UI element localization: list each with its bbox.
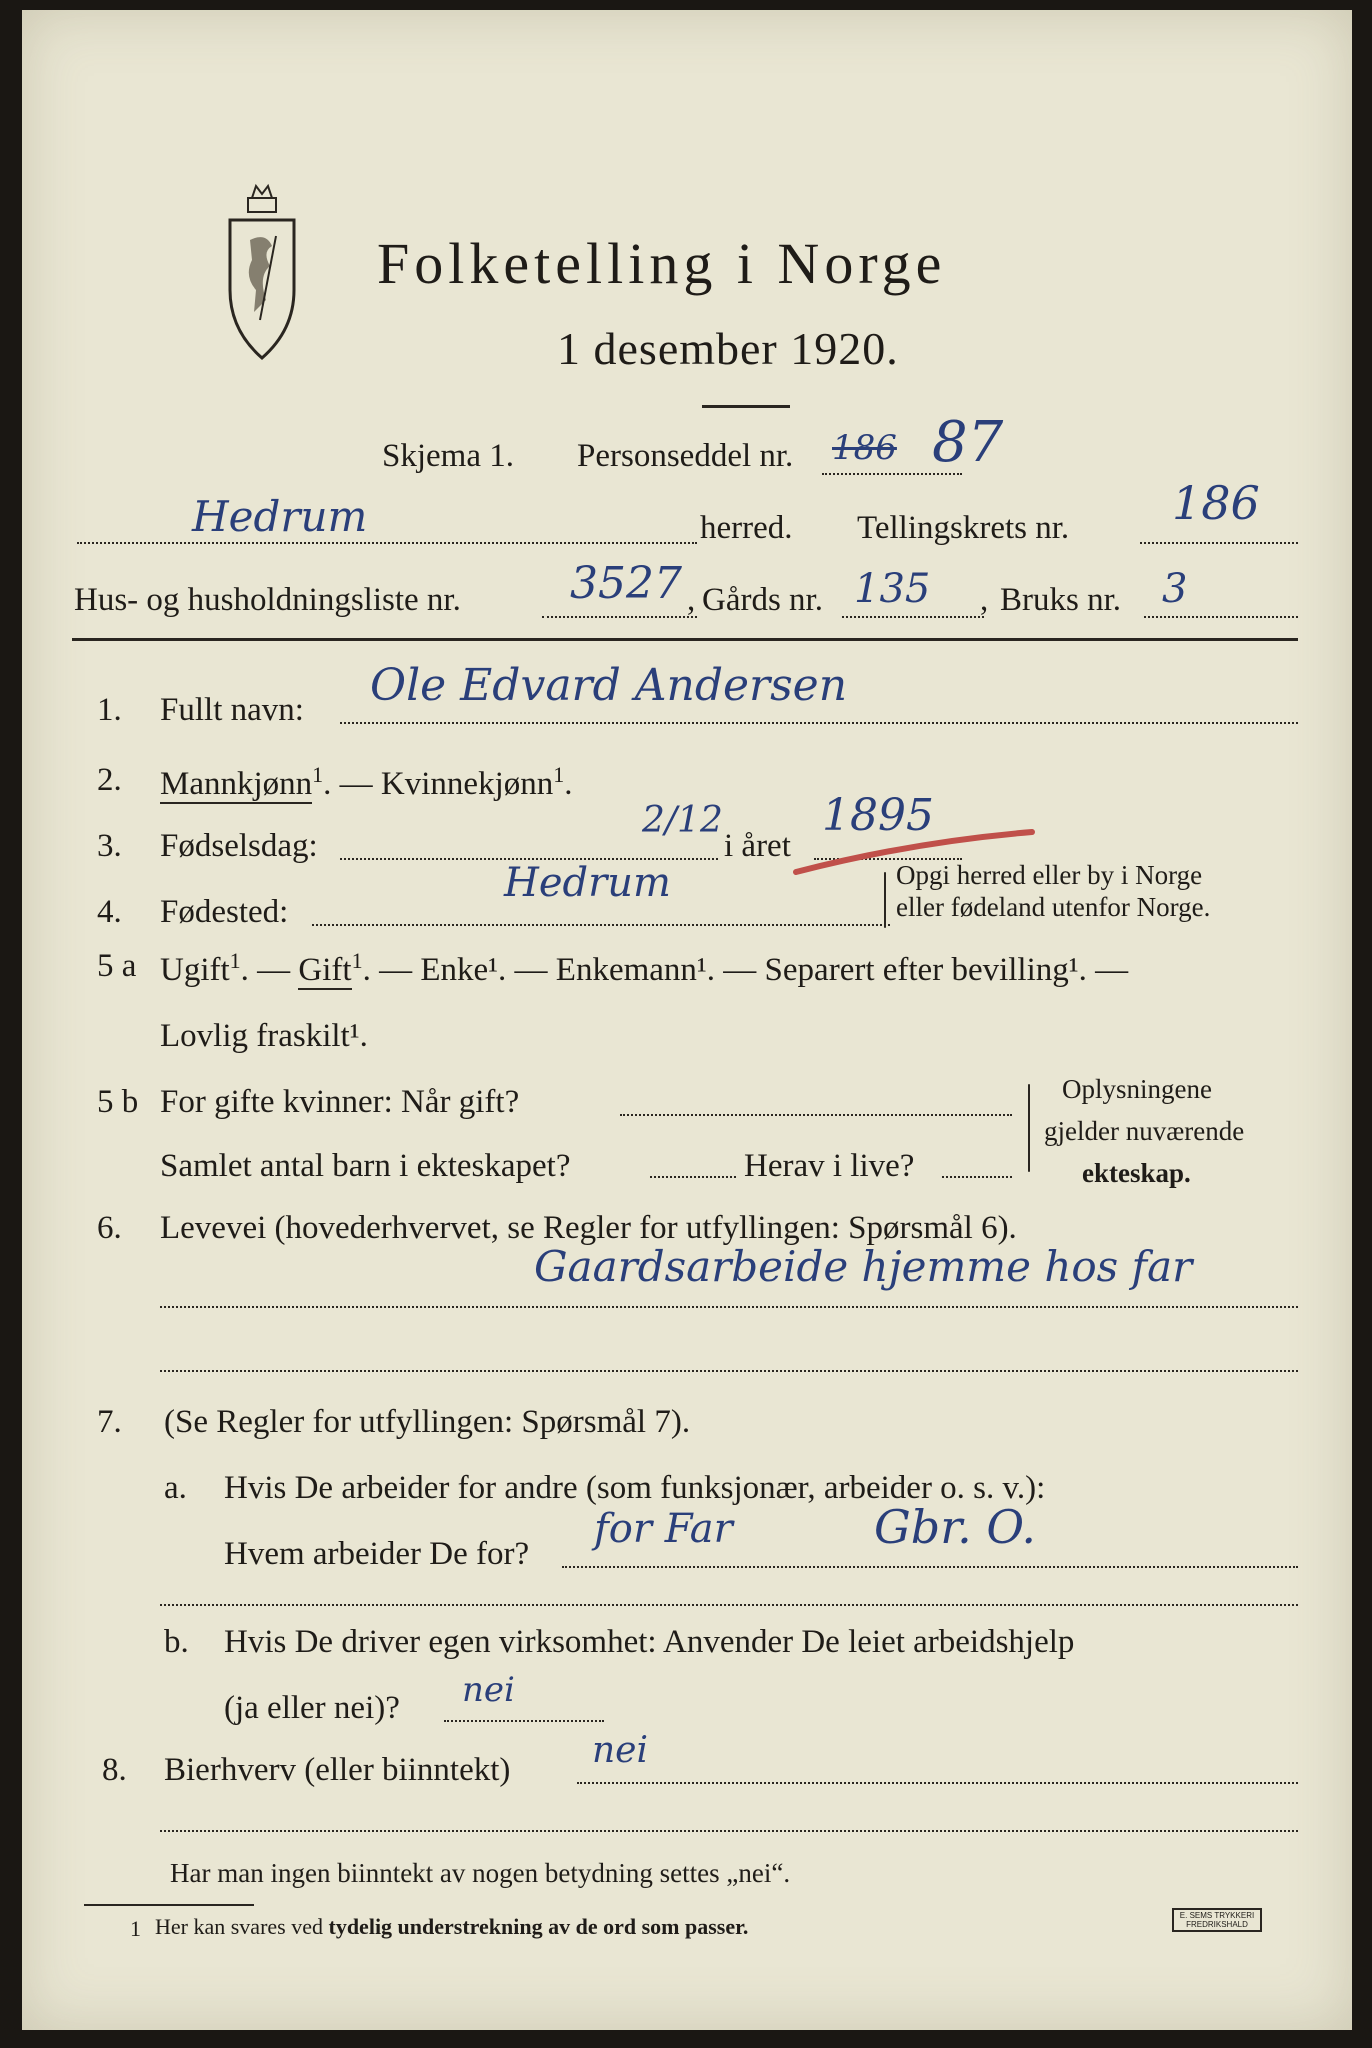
q5b-number: 5 b <box>97 1084 139 1120</box>
personseddel-label: Personseddel nr. <box>577 438 794 474</box>
sex-female-option: Kvinnekjønn <box>380 766 554 802</box>
q3-year-label: i året <box>724 828 791 864</box>
q7-label: (Se Regler for utfyllingen: Spørsmål 7). <box>164 1404 691 1440</box>
q5b-note-line3: ekteskap. <box>1082 1158 1191 1188</box>
marital-ugift-option: Ugift <box>160 952 230 988</box>
marital-fraskilt-option: Lovlig fraskilt¹. <box>160 1018 368 1054</box>
q7-number: 7. <box>97 1404 122 1440</box>
title-divider <box>702 405 790 408</box>
q1-number: 1. <box>97 692 122 728</box>
q7a-label: Hvis De arbeider for andre (som funksjonær, arbeider o. s. v.): <box>224 1470 1046 1506</box>
tellingskrets-value: 186 <box>1172 476 1260 530</box>
marital-status-options: Ugift$^1$. — Gift$^1$. — Enke¹. — Enkemann¹. — Separert efter bevilling¹. — <box>160 948 1129 988</box>
footnote-divider <box>84 1904 254 1906</box>
form-title: Folketelling i Norge <box>377 231 947 296</box>
q5b-children-label: Samlet antal barn i ekteskapet? <box>160 1148 571 1184</box>
herred-label: herred. <box>700 510 793 546</box>
full-name-value: Ole Edvard Andersen <box>370 660 848 711</box>
q3-label: Fødselsdag: <box>160 828 318 864</box>
q6-label: Levevei (hovederhvervet, se Regler for utfyllingen: Spørsmål 6). <box>160 1210 1017 1246</box>
q5b-married-label: For gifte kvinner: Når gift? <box>160 1084 520 1120</box>
sex-male-option: Mannkjønn <box>160 766 313 802</box>
q7b-sub-label: (ja eller nei)? <box>224 1690 400 1726</box>
q1-label: Fullt navn: <box>160 692 304 728</box>
skjema-label: Skjema 1. <box>382 438 514 474</box>
q8-number: 8. <box>102 1752 127 1788</box>
q7a-sub-label: Hvem arbeider De for? <box>224 1536 530 1572</box>
birth-day-value: 2/12 <box>642 800 723 841</box>
header-divider <box>72 638 1298 641</box>
marital-gift-option: Gift <box>298 952 352 988</box>
gards-label: Gårds nr. <box>702 582 823 618</box>
husliste-value: 3527 <box>570 558 682 609</box>
q5b-note-line2: gjelder nuværende <box>1044 1116 1245 1146</box>
q4-note-line2: eller fødeland utenfor Norge. <box>896 892 1211 922</box>
tellingskrets-label: Tellingskrets nr. <box>857 510 1070 546</box>
personseddel-value: 87 <box>932 410 1004 475</box>
q8-label: Bierhverv (eller biinntekt) <box>164 1752 511 1788</box>
q4-label: Fødested: <box>160 894 289 930</box>
q4-note-line1: Opgi herred eller by i Norge <box>896 860 1203 890</box>
printer-stamp: E. SEMS TRYKKERI FREDRIKSHALD <box>1172 1908 1262 1932</box>
q3-number: 3. <box>97 828 122 864</box>
occupation-value: Gaardsarbeide hjemme hos far <box>534 1242 1193 1291</box>
q6-number: 6. <box>97 1210 122 1246</box>
birth-year-value: 1895 <box>822 790 934 841</box>
bruks-value: 3 <box>1162 566 1188 612</box>
q7b-letter: b. <box>164 1624 189 1660</box>
footer-note: Har man ingen biinntekt av nogen betydning settes „nei“. <box>170 1858 791 1888</box>
bruks-label: Bruks nr. <box>1000 582 1122 618</box>
side-income-value: nei <box>592 1730 649 1771</box>
q5b-alive-label: Herav i live? <box>744 1148 915 1184</box>
employer-value: for Far <box>594 1506 733 1552</box>
herred-value: Hedrum <box>192 492 368 541</box>
q7a-letter: a. <box>164 1470 187 1506</box>
q4-number: 4. <box>97 894 122 930</box>
q5a-number: 5 a <box>97 948 137 984</box>
census-form: Folketelling i Norge 1 desember 1920. Skjema 1. Personseddel nr. 186 87 Hedrum herred. Tellingskrets nr. 186 Hus- og husholdningsliste nr. 3527 , Gårds nr. 135 , Bruks nr. 3 1. Fullt navn: Ole Edvard Andersen 2. Mannkjønn$^1$. — Kvinnekjønn$^1$. 3. Fødselsdag: 2/12 i året 1895 4. Fødested: Hedrum Opgi herred eller by i Norge eller fødeland utenfor Norge. 5 a Ugift$^1$. — Gift$^1$. — Enke¹. — Enkemann¹. — Separert efter bevilling¹. — Lovlig fraskilt¹. 5 b For gifte kvinner: Når gift? Samlet antal barn i ekteskapet? Herav i live? Oplysningene gjelder nuværende ekteskap. 6. Levevei (hovederhvervet, se Regler for utfyllingen: Spørsmål 6). Gaardsarbeide hjemme hos far 7. (Se Regler for utfyllingen: Spørsmål 7). a. Hvis De arbeider for andre (som funksjonær, arbeider o. s. v.): Hvem arbeider De for? for Far Gbr. O. b. Hvis De driver egen virksomhet: Anvender De leiet arbeidshjelp (ja eller nei)? nei 8. Bierhverv (eller biinntekt) nei Har man ingen biinntekt av nogen betydning settes „nei“. 1 Her kan svares ved tydelig understrekning av de ord som passer. E. SEMS TRYKKERI FREDRIKSHALD <box>22 10 1352 2030</box>
form-date: 1 desember 1920. <box>557 323 899 374</box>
footnote: Her kan svares ved tydelig understrekning av de ord som passer. <box>155 1914 749 1939</box>
sex-options: Mannkjønn$^1$. — Kvinnekjønn$^1$. <box>160 762 573 802</box>
footnote-number: 1 <box>130 1916 141 1941</box>
husliste-label: Hus- og husholdningsliste nr. <box>74 582 461 618</box>
employer-value-2: Gbr. O. <box>874 1500 1037 1554</box>
coat-of-arms-icon <box>222 180 302 380</box>
q5b-note-line1: Oplysningene <box>1062 1074 1212 1104</box>
q2-number: 2. <box>97 762 122 798</box>
q7b-label: Hvis De driver egen virksomhet: Anvender De leiet arbeidshjelp <box>224 1624 1075 1660</box>
birthplace-value: Hedrum <box>504 860 671 906</box>
personseddel-struck-value: 186 <box>832 428 897 468</box>
gards-value: 135 <box>854 566 931 612</box>
hired-help-value: nei <box>462 1670 515 1710</box>
